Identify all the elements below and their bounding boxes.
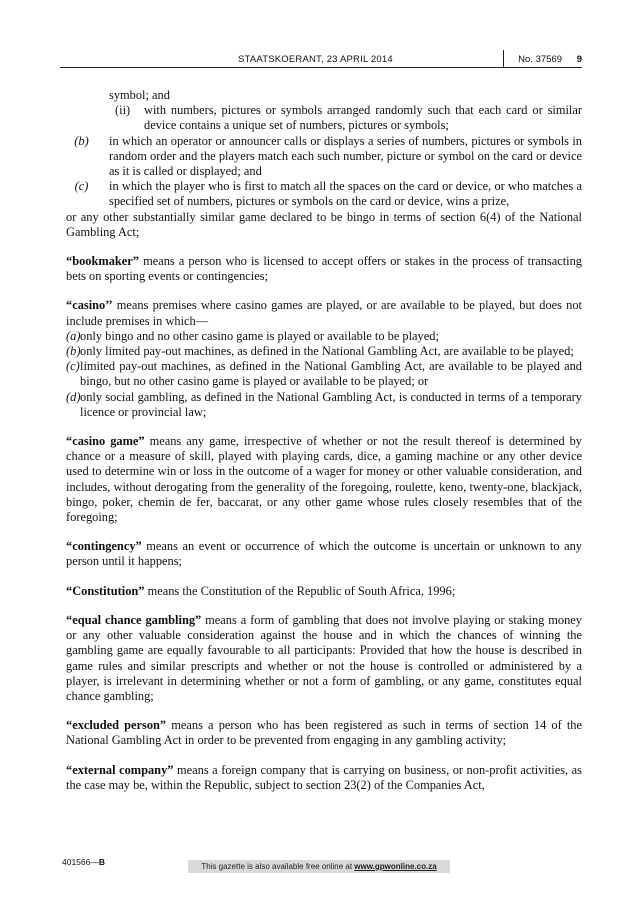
definition-bookmaker	[66, 254, 582, 284]
definition-text: means premises where casino games are played, or are available to be played, but does not include premises in which—	[66, 298, 582, 328]
definition-constitution	[66, 584, 582, 599]
online-availability-note	[188, 860, 450, 873]
casino-item-c	[66, 359, 582, 389]
item-label: (b)	[74, 133, 89, 148]
casino-item-d	[66, 390, 582, 420]
bingo-item-ii	[66, 103, 582, 133]
definition-external-company	[66, 763, 582, 793]
definition-term: “contingency”	[66, 539, 142, 554]
item-text: in which the player who is first to match all the spaces on the card or device, or who matches a specified set of numbers, pictures or symbols on the card or device, wins a prize,	[109, 179, 582, 209]
definition-term: “casino game”	[66, 434, 145, 449]
gazette-website-link[interactable]: www.gpwonline.co.za	[354, 862, 437, 871]
print-code-letter: B	[98, 857, 106, 867]
item-text: only bingo and no other casino game is played or available to be played;	[80, 328, 439, 343]
item-text: with numbers, pictures or symbols arranged randomly such that each card or similar device contains a unique set of numbers, pictures or symbols;	[144, 103, 582, 133]
definition-term: “excluded person”	[66, 718, 167, 733]
note-text: This gazette is also available free online at	[201, 862, 355, 871]
page-header	[60, 50, 582, 70]
header-rule	[60, 67, 582, 68]
definition-text: means a person who is licensed to accept offers or stakes in the process of transacting bets on sporting events or contingencies;	[66, 254, 582, 284]
item-label: (a)	[66, 328, 81, 343]
definition-casino-game	[66, 434, 582, 525]
definition-equal-chance-gambling	[66, 613, 582, 704]
definition-text: means the Constitution of the Republic of South Africa, 1996;	[144, 583, 456, 598]
print-code-number: 401566—	[62, 857, 99, 867]
item-label: (c)	[74, 179, 89, 194]
definition-text: means a foreign company that is carrying on business, or non-profit activities, as the case may be, within the Republic, subject to section 23(2) of the Companies Act,	[66, 762, 582, 792]
definition-term: “casino’’	[66, 298, 113, 313]
item-label: (ii)	[115, 103, 131, 118]
casino-item-b	[66, 344, 582, 359]
gazette-number: No. 37569	[518, 54, 562, 65]
casino-item-a	[66, 329, 582, 344]
definition-casino	[66, 298, 582, 420]
definition-term: “Constitution”	[66, 583, 145, 598]
item-label: (d)	[66, 389, 81, 404]
definition-term: “equal chance gambling”	[66, 612, 202, 627]
definition-text: means any game, irrespective of whether or not the result thereof is determined by chance or a measure of skill, played with playing cards, dice, a gaming machine or any other device used to determine win or loss in the outcome of a wager for money or other valuable consideration, and includes, without derogating from the generality of the foregoing, roulette, keno, twenty-one, blackjack, bingo, poker, chemin de fer, baccarat, or any other game whose rules closely resembles that of the foregoing;	[66, 434, 582, 525]
document-body	[66, 88, 582, 793]
item-text: limited pay-out machines, as defined in the National Gambling Act, are available to be played and bingo, but no other casino game is played or available to be played; or	[80, 359, 582, 389]
item-label: (c)	[66, 359, 80, 374]
gazette-title: STAATSKOERANT, 23 APRIL 2014	[238, 54, 393, 65]
item-text: only social gambling, as defined in the National Gambling Act, is conducted in terms of a temporary licence or provincial law;	[80, 389, 582, 419]
definition-text: means a person who has been registered as such in terms of section 14 of the National Gambling Act in order to be prevented from engaging in any gambling activity;	[66, 718, 582, 748]
page-number: 9	[576, 54, 582, 65]
definition-text: means an event or occurrence of which the outcome is uncertain or unknown to any person until it happens;	[66, 539, 582, 569]
print-code	[62, 857, 105, 867]
definition-text: means a form of gambling that does not involve playing or staking money or any other valuable consideration against the house and in which the chances of winning the gambling game are equally favourable to all participants: Provided that how the house is described in game rules and similar prescripts and whether or not the house is controlled or administered by a player, is irrelevant in determining whether or not a form of gambling, or any game, constitutes equal chance gambling;	[66, 612, 582, 703]
header-separator	[503, 50, 504, 67]
item-label: (b)	[66, 344, 81, 359]
definition-contingency	[66, 539, 582, 569]
bingo-continuation-line: symbol; and	[109, 88, 170, 102]
definition-excluded-person	[66, 718, 582, 748]
definition-term: “bookmaker”	[66, 254, 139, 269]
definition-term: “external company”	[66, 762, 174, 777]
bingo-tail: or any other substantially similar game declared to be bingo in terms of section 6(4) of the National Gambling Act;	[66, 209, 582, 239]
item-text: only limited pay-out machines, as defined in the National Gambling Act, are available to be played;	[80, 344, 574, 359]
bingo-item-c	[66, 179, 582, 209]
item-text: in which an operator or announcer calls or displays a series of numbers, pictures or symbols in random order and the players match each such number, picture or symbol on the card or device as it is called or displayed; and	[109, 133, 582, 179]
bingo-item-b	[66, 134, 582, 180]
